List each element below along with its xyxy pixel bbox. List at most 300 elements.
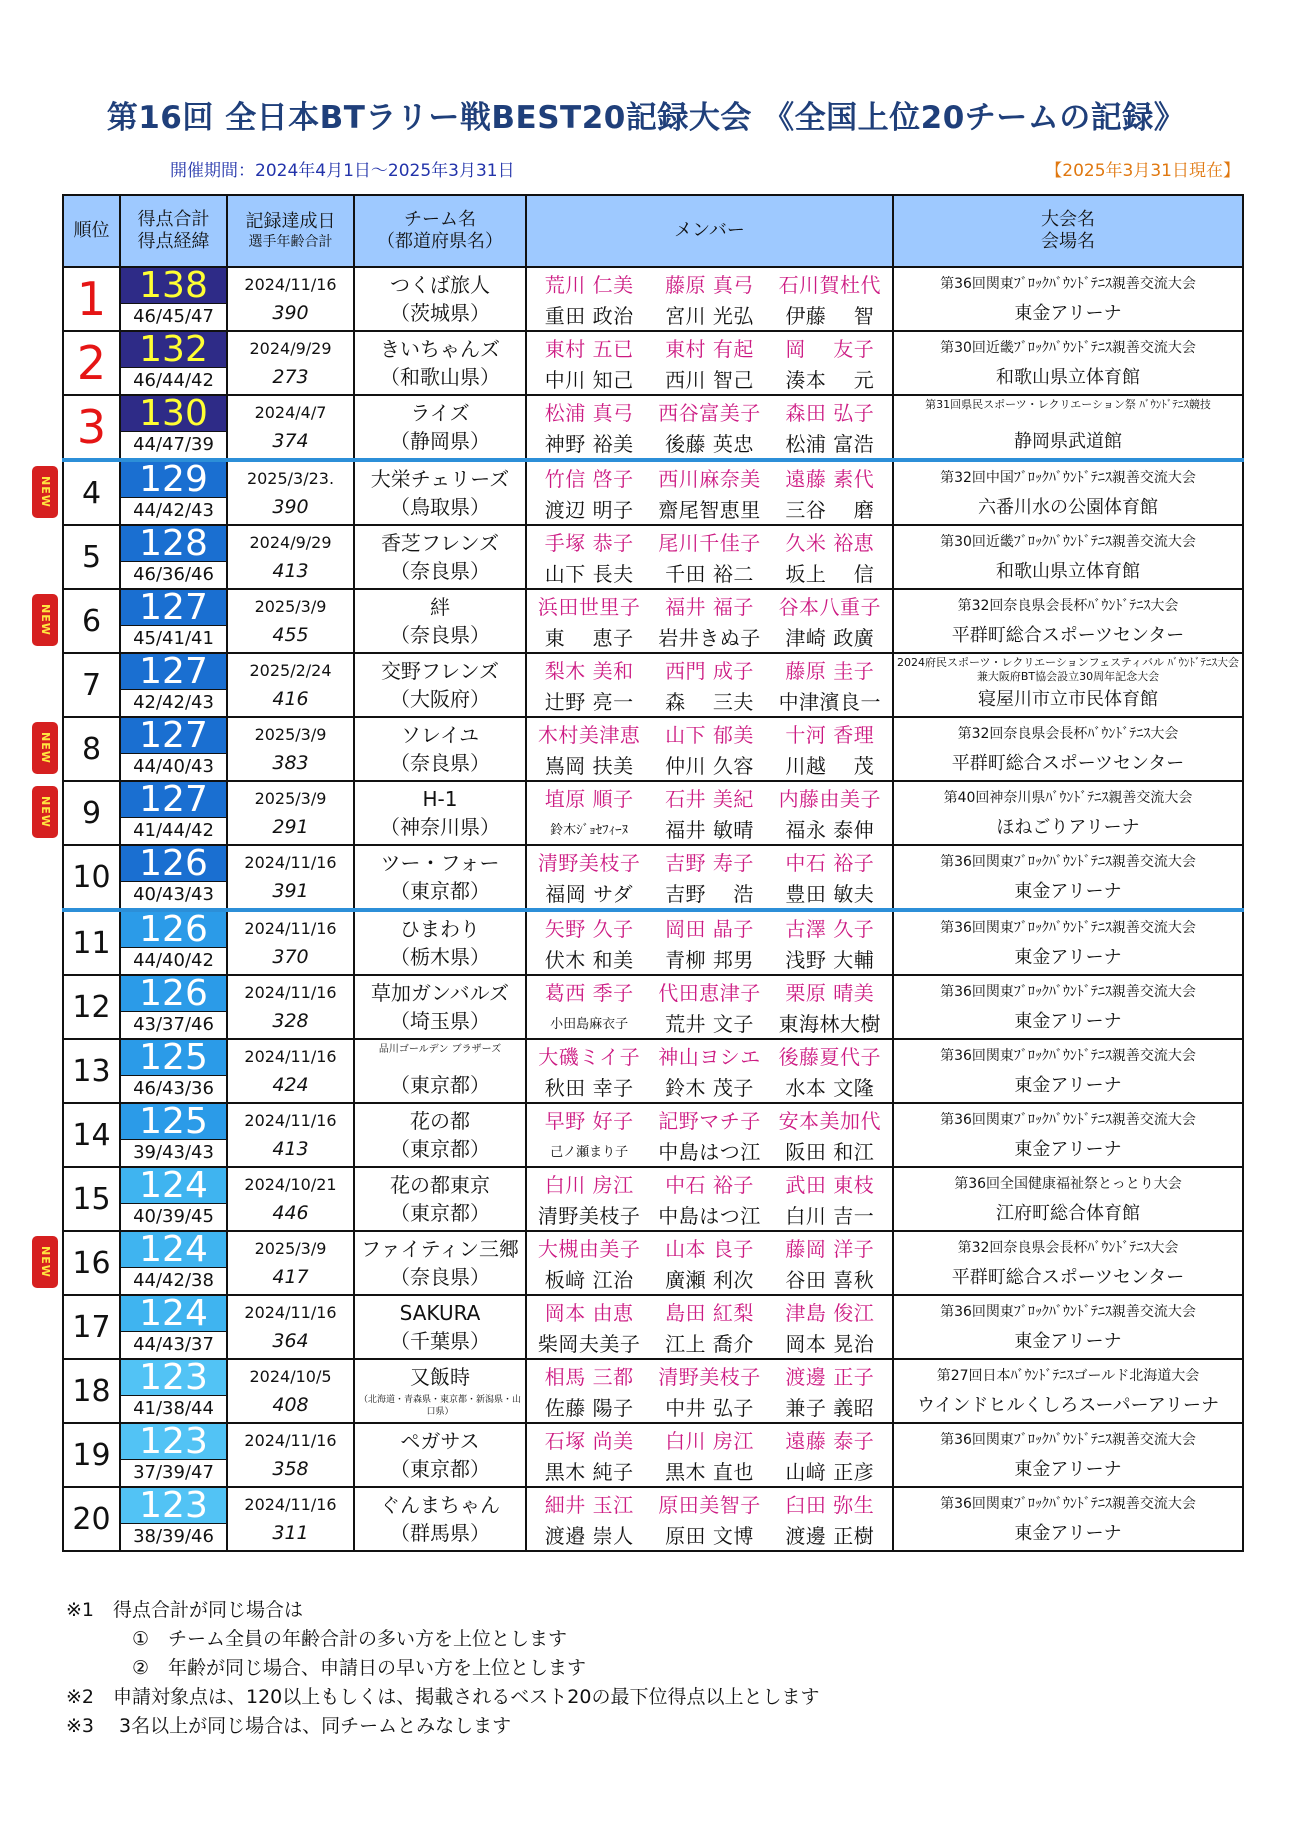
team-name: ペガサス: [400, 1429, 480, 1453]
members-row-2: [529, 1199, 890, 1230]
member-name: 埴原 順子: [544, 787, 634, 811]
member-name: 荒井 文子: [665, 1012, 754, 1036]
event-name: 第36回関東ﾌﾞﾛｯｸﾊﾞｳﾝﾄﾞﾃﾆｽ親善交流大会: [940, 1304, 1196, 1320]
prefecture: （静岡県）: [390, 429, 490, 453]
score-total: 126: [121, 846, 226, 882]
score-total: 125: [121, 1040, 226, 1076]
member-name: 後藤夏代子: [778, 1045, 882, 1069]
member-name: 原田美智子: [658, 1493, 761, 1517]
score-total: 124: [121, 1168, 226, 1204]
team-cell: [354, 1039, 526, 1103]
rank-cell: [39, 460, 120, 525]
team-name: SAKURA: [399, 1301, 481, 1325]
prefecture: （大阪府）: [390, 687, 490, 711]
member-name: 大槻由美子: [537, 1237, 641, 1261]
member-name: 鈴木ｼﾞｮｾﾌｨｰﾇ: [550, 823, 629, 838]
members-row-2: [529, 877, 890, 908]
record-date: 2024/10/5: [249, 1367, 332, 1386]
score-cell: [120, 1487, 227, 1551]
prefecture: （東京都）: [390, 1073, 490, 1097]
team-name: ファイティン三郷: [361, 1237, 519, 1261]
rank-number: 4: [81, 475, 102, 511]
member-name: 手塚 恭子: [544, 531, 634, 555]
member-name: 西川麻奈美: [658, 467, 761, 491]
prefecture: （埼玉県）: [390, 1009, 490, 1033]
member-name: 島田 紅梨: [665, 1301, 754, 1325]
age-total: 390: [272, 302, 309, 324]
date-cell: [227, 1039, 354, 1103]
team-cell: [354, 267, 526, 331]
date-cell: [227, 589, 354, 653]
record-date: 2024/11/16: [244, 919, 337, 938]
member-name: 岡本 由恵: [544, 1301, 634, 1325]
member-name: 川越 茂: [785, 754, 875, 778]
members-row-2: [529, 749, 890, 780]
rank-cell: [39, 717, 120, 781]
event-name: 第36回全国健康福祉祭とっとり大会: [954, 1176, 1182, 1192]
event-name: 第40回神奈川県ﾊﾞｳﾝﾄﾞﾃﾆｽ親善交流大会: [943, 790, 1193, 806]
score-breakdown: 46/36/46: [133, 564, 214, 585]
member-name: 岩井きぬ子: [658, 626, 761, 650]
team-name: 草加ガンバルズ: [371, 981, 509, 1005]
member-name: 神山ヨシエ: [658, 1045, 761, 1069]
member-name: 栗原 晴美: [785, 981, 875, 1005]
prefecture: （奈良県）: [390, 623, 490, 647]
record-date: 2024/9/29: [249, 533, 332, 552]
member-name: 遠藤 素代: [785, 467, 875, 491]
member-name: 津崎 政廣: [785, 626, 875, 650]
member-name: 白川 吉一: [785, 1204, 875, 1228]
prefecture: （和歌山県）: [380, 365, 500, 389]
member-name: 中津濱良一: [778, 690, 882, 714]
rank-number: 18: [72, 1373, 111, 1409]
team-cell: [354, 1487, 526, 1551]
team-name: 交野フレンズ: [380, 659, 500, 683]
footnotes: [66, 1596, 819, 1741]
member-name: 東村 有起: [665, 337, 754, 361]
score-total: 123: [121, 1424, 226, 1460]
members-cell: [526, 1167, 893, 1231]
score-breakdown: 41/38/44: [133, 1398, 214, 1419]
record-date: 2025/2/24: [249, 661, 332, 680]
rank-number: 19: [72, 1437, 111, 1473]
member-name: 中石 裕子: [785, 851, 875, 875]
members-row-2: [529, 557, 890, 588]
venue-name: 和歌山県立体育館: [996, 367, 1140, 388]
team-name: 大栄チェリーズ: [370, 467, 510, 491]
member-name: 三谷 磨: [785, 498, 875, 522]
score-cell: [120, 910, 227, 975]
rank-cell: [39, 1231, 120, 1295]
score-breakdown: 46/44/42: [133, 370, 214, 391]
team-name: ライズ: [410, 401, 470, 425]
member-name: 佐藤 陽子: [544, 1396, 634, 1420]
rank-number: 10: [72, 859, 111, 895]
venue-name: ほねごりアリーナ: [996, 817, 1140, 838]
table-header-row: [63, 195, 1243, 267]
member-name: 齋尾智恵里: [658, 498, 761, 522]
prefecture: （千葉県）: [390, 1329, 490, 1353]
score-total: 127: [121, 718, 226, 754]
member-name: 内藤由美子: [778, 787, 882, 811]
member-name: 中島はつ江: [658, 1140, 761, 1164]
members-cell: [526, 1295, 893, 1359]
ranking-table: [39, 194, 1244, 1552]
members-cell: [526, 910, 893, 975]
score-total: 127: [121, 654, 226, 690]
score-breakdown: 44/42/43: [133, 500, 214, 521]
rank-number: 6: [81, 603, 102, 639]
members-row-1: [529, 718, 890, 749]
member-name: 伏木 和美: [544, 948, 634, 972]
team-name: つくば旅人: [390, 273, 490, 297]
members-cell: [526, 717, 893, 781]
venue-name: 東金アリーナ: [1014, 947, 1122, 968]
team-cell: [354, 975, 526, 1039]
table-row: [63, 460, 1243, 525]
members-row-1: [529, 590, 890, 621]
team-name: 又飯時: [410, 1365, 470, 1389]
date-cell: [227, 845, 354, 910]
members-row-2: [529, 1391, 890, 1422]
rank-number: 17: [72, 1309, 111, 1345]
table-row: [63, 1359, 1243, 1423]
date-cell: [227, 1487, 354, 1551]
members-cell: [526, 845, 893, 910]
table-row: [63, 1231, 1243, 1295]
event-cell: [893, 1103, 1243, 1167]
venue-name: 東金アリーナ: [1014, 1523, 1122, 1544]
member-name: 清野美枝子: [658, 1365, 761, 1389]
age-total: 408: [272, 1394, 309, 1416]
venue-name: 和歌山県立体育館: [996, 561, 1140, 582]
members-row-1: [529, 846, 890, 877]
event-cell: [893, 395, 1243, 460]
event-name: 第30回近畿ﾌﾞﾛｯｸﾊﾞｳﾝﾄﾞﾃﾆｽ親善交流大会: [940, 534, 1196, 550]
score-cell: [120, 1167, 227, 1231]
rank-cell: [63, 1167, 120, 1231]
venue-name: 東金アリーナ: [1014, 1459, 1122, 1480]
member-name: 兼子 義昭: [785, 1396, 875, 1420]
age-total: 364: [272, 1330, 309, 1352]
event-cell: [893, 1231, 1243, 1295]
team-name: ひまわり: [400, 917, 480, 941]
record-date: 2025/3/9: [254, 1239, 327, 1258]
score-breakdown: 43/37/46: [133, 1014, 214, 1035]
members-cell: [526, 331, 893, 395]
member-name: 十河 香理: [785, 723, 875, 747]
table-row: [63, 589, 1243, 653]
member-name: 伊藤 智: [785, 304, 875, 328]
record-date: 2025/3/9: [254, 725, 327, 744]
venue-name: 平群町総合スポーツセンター: [951, 625, 1185, 646]
members-row-1: [529, 396, 890, 427]
score-total: 129: [121, 462, 226, 498]
event-name: 第36回関東ﾌﾞﾛｯｸﾊﾞｳﾝﾄﾞﾃﾆｽ親善交流大会: [940, 276, 1196, 292]
table-row: [63, 975, 1243, 1039]
member-name: 石川賀杜代: [778, 273, 882, 297]
prefecture: （鳥取県）: [390, 495, 490, 519]
event-cell: [893, 589, 1243, 653]
age-total: 328: [272, 1010, 309, 1032]
event-cell: [893, 1359, 1243, 1423]
members-cell: [526, 1423, 893, 1487]
member-name: 山﨑 正彦: [785, 1460, 875, 1484]
member-name: 細井 玉江: [544, 1493, 634, 1517]
member-name: 矢野 久子: [544, 917, 634, 941]
new-badge: NEW: [32, 1236, 58, 1288]
member-name: 荒川 仁美: [544, 273, 634, 297]
team-name: ツー・フォー: [380, 851, 500, 875]
score-breakdown: 38/39/46: [133, 1526, 214, 1547]
members-cell: [526, 975, 893, 1039]
table-row: [63, 845, 1243, 910]
age-total: 455: [272, 624, 309, 646]
score-total: 123: [121, 1488, 226, 1524]
prefecture: （神奈川県）: [380, 815, 500, 839]
prefecture: （東京都）: [390, 1201, 490, 1225]
member-name: 原田 文博: [665, 1524, 754, 1548]
members-cell: [526, 1231, 893, 1295]
members-row-1: [529, 1040, 890, 1071]
venue-name: 平群町総合スポーツセンター: [951, 753, 1185, 774]
team-name: ソレイユ: [400, 723, 480, 747]
member-name: 森 三夫: [665, 690, 754, 714]
members-row-1: [529, 1104, 890, 1135]
member-name: 藤岡 洋子: [785, 1237, 875, 1261]
team-name: 花の都: [410, 1109, 470, 1133]
table-row: [63, 395, 1243, 460]
score-cell: [120, 267, 227, 331]
team-name: 花の都東京: [390, 1173, 490, 1197]
score-cell: [120, 845, 227, 910]
rank-cell: [63, 653, 120, 717]
score-breakdown: 45/41/41: [133, 628, 214, 649]
members-row-1: [529, 1360, 890, 1391]
score-total: 130: [121, 396, 226, 432]
member-name: 竹信 啓子: [544, 467, 634, 491]
member-name: 小田島麻衣子: [550, 1017, 629, 1032]
members-cell: [526, 395, 893, 460]
member-name: 浅野 大輔: [785, 948, 875, 972]
team-cell: [354, 781, 526, 845]
event-name: 第36回関東ﾌﾞﾛｯｸﾊﾞｳﾝﾄﾞﾃﾆｽ親善交流大会: [940, 1112, 1196, 1128]
members-row-1: [529, 1488, 890, 1519]
rank-cell: [63, 331, 120, 395]
date-cell: [227, 781, 354, 845]
rank-number: 12: [72, 989, 111, 1025]
age-total: 291: [272, 816, 309, 838]
table-row: [63, 267, 1243, 331]
date-cell: [227, 653, 354, 717]
venue-name: 平群町総合スポーツセンター: [951, 1267, 1185, 1288]
prefecture: （北海道・青森県・東京都・新潟県・山口県）: [358, 1395, 521, 1417]
member-name: 山本 良子: [665, 1237, 754, 1261]
team-cell: [354, 1295, 526, 1359]
note-1-2: ② 年齢が同じ場合、申請日の早い方を上位とします: [132, 1657, 587, 1679]
date-cell: [227, 1103, 354, 1167]
members-row-2: [529, 1071, 890, 1102]
date-cell: [227, 975, 354, 1039]
members-row-2: [529, 363, 890, 394]
event-name: 第36回関東ﾌﾞﾛｯｸﾊﾞｳﾝﾄﾞﾃﾆｽ親善交流大会: [940, 1432, 1196, 1448]
age-total: 424: [272, 1074, 309, 1096]
rank-cell: [63, 1103, 120, 1167]
member-name: 中島はつ江: [658, 1204, 761, 1228]
member-name: 鈴木 茂子: [665, 1076, 754, 1100]
date-cell: [227, 717, 354, 781]
score-cell: [120, 653, 227, 717]
team-cell: [354, 460, 526, 525]
date-cell: [227, 1231, 354, 1295]
age-total: 391: [272, 880, 309, 902]
note-3: ※3 3名以上が同じ場合は、同チームとみなします: [66, 1715, 512, 1737]
record-date: 2024/11/16: [244, 1047, 337, 1066]
rank-cell: [63, 395, 120, 460]
age-total: 374: [272, 430, 309, 452]
header-members: メンバー: [526, 195, 893, 267]
member-name: 福井 福子: [665, 595, 754, 619]
member-name: 後藤 英忠: [665, 432, 754, 456]
members-row-2: [529, 427, 890, 458]
member-name: 葛西 季子: [544, 981, 634, 1005]
member-name: 谷本八重子: [778, 595, 882, 619]
member-name: 古澤 久子: [785, 917, 875, 941]
members-row-2: [529, 299, 890, 330]
member-name: 廣瀬 利次: [665, 1268, 754, 1292]
venue-name: 東金アリーナ: [1014, 881, 1122, 902]
members-row-1: [529, 1424, 890, 1455]
member-name: 臼田 弥生: [785, 1493, 875, 1517]
table-row: [63, 910, 1243, 975]
member-name: 記野マチ子: [658, 1109, 761, 1133]
member-name: 黒木 直也: [665, 1460, 754, 1484]
event-cell: [893, 975, 1243, 1039]
new-badge: NEW: [32, 722, 58, 774]
header-event: 大会名 会場名: [893, 195, 1243, 267]
member-name: 水本 文隆: [785, 1076, 875, 1100]
member-name: 相馬 三都: [544, 1365, 634, 1389]
event-cell: [893, 845, 1243, 910]
members-row-1: [529, 1168, 890, 1199]
members-row-2: [529, 943, 890, 974]
member-name: 松浦 真弓: [544, 401, 634, 425]
venue-name: 東金アリーナ: [1014, 1011, 1122, 1032]
event-cell: [893, 1039, 1243, 1103]
members-cell: [526, 267, 893, 331]
rank-cell: [63, 1295, 120, 1359]
member-name: 西川 智己: [665, 368, 754, 392]
member-name: 秋田 幸子: [544, 1076, 634, 1100]
venue-name: ウインドヒルくしろスーパーアリーナ: [916, 1395, 1220, 1416]
member-name: 梨木 美和: [544, 659, 634, 683]
member-name: 石塚 尚美: [544, 1429, 634, 1453]
team-name: 品川ゴールデン ブラザーズ: [378, 1044, 502, 1055]
members-cell: [526, 589, 893, 653]
note-1: ※1 得点合計が同じ場合は: [66, 1599, 304, 1621]
event-name: 第36回関東ﾌﾞﾛｯｸﾊﾞｳﾝﾄﾞﾃﾆｽ親善交流大会: [940, 1048, 1196, 1064]
age-total: 416: [272, 688, 309, 710]
table-row: [63, 1167, 1243, 1231]
prefecture: （東京都）: [390, 879, 490, 903]
score-cell: [120, 1423, 227, 1487]
date-cell: [227, 525, 354, 589]
member-name: 早野 好子: [544, 1109, 634, 1133]
member-name: 宮川 光弘: [665, 304, 754, 328]
score-breakdown: 44/40/42: [133, 950, 214, 971]
score-breakdown: 44/47/39: [133, 434, 214, 455]
header-date: 記録達成日 選手年齢合計: [227, 195, 354, 267]
score-cell: [120, 1103, 227, 1167]
score-total: 126: [121, 912, 226, 948]
member-name: 神野 裕美: [544, 432, 634, 456]
team-cell: [354, 845, 526, 910]
score-total: 138: [121, 268, 226, 304]
member-name: 東 恵子: [544, 626, 634, 650]
table-row: [63, 1487, 1243, 1551]
members-cell: [526, 1487, 893, 1551]
record-date: 2024/11/16: [244, 1431, 337, 1450]
members-cell: [526, 1103, 893, 1167]
score-total: 126: [121, 976, 226, 1012]
team-cell: [354, 910, 526, 975]
new-badge: NEW: [32, 786, 58, 838]
event-name: 第31回県民スポーツ・レクリエーション祭 ﾊﾞｳﾝﾄﾞﾃﾆｽ競技: [925, 398, 1211, 411]
member-name: 吉野 浩: [665, 882, 754, 906]
score-breakdown: 44/43/37: [133, 1334, 214, 1355]
prefecture: （茨城県）: [390, 301, 490, 325]
member-name: 清野美枝子: [537, 851, 641, 875]
event-cell: [893, 910, 1243, 975]
rank-cell: [63, 910, 120, 975]
team-cell: [354, 653, 526, 717]
record-date: 2024/4/7: [254, 403, 327, 422]
venue-name: 東金アリーナ: [1014, 1075, 1122, 1096]
age-total: 358: [272, 1458, 309, 1480]
event-name: 第32回中国ﾌﾞﾛｯｸﾊﾞｳﾝﾄﾞﾃﾆｽ親善交流大会: [940, 470, 1196, 486]
prefecture: （栃木県）: [390, 945, 490, 969]
table-row: [63, 781, 1243, 845]
event-cell: [893, 1295, 1243, 1359]
table-row: [63, 1103, 1243, 1167]
members-row-2: [529, 1327, 890, 1358]
event-name: 第36回関東ﾌﾞﾛｯｸﾊﾞｳﾝﾄﾞﾃﾆｽ親善交流大会: [940, 984, 1196, 1000]
score-cell: [120, 717, 227, 781]
member-name: 白川 房江: [544, 1173, 634, 1197]
event-name: 第36回関東ﾌﾞﾛｯｸﾊﾞｳﾝﾄﾞﾃﾆｽ親善交流大会: [940, 854, 1196, 870]
members-row-1: [529, 976, 890, 1007]
rank-number: 1: [76, 272, 107, 326]
member-name: 代田恵津子: [658, 981, 761, 1005]
record-date: 2024/9/29: [249, 339, 332, 358]
date-cell: [227, 910, 354, 975]
prefecture: （奈良県）: [390, 1265, 490, 1289]
date-cell: [227, 331, 354, 395]
rank-cell: [63, 1359, 120, 1423]
member-name: 仲川 久容: [665, 754, 754, 778]
score-breakdown: 40/43/43: [133, 884, 214, 905]
members-row-2: [529, 813, 890, 844]
member-name: 山下 長夫: [544, 562, 634, 586]
record-date: 2024/11/16: [244, 1303, 337, 1322]
rank-number: 14: [72, 1117, 111, 1153]
members-row-1: [529, 912, 890, 943]
venue-name: 江府町総合体育館: [996, 1203, 1140, 1224]
prefecture: （奈良県）: [390, 751, 490, 775]
member-name: 東海林大樹: [778, 1012, 882, 1036]
event-cell: [893, 331, 1243, 395]
event-cell: [893, 525, 1243, 589]
